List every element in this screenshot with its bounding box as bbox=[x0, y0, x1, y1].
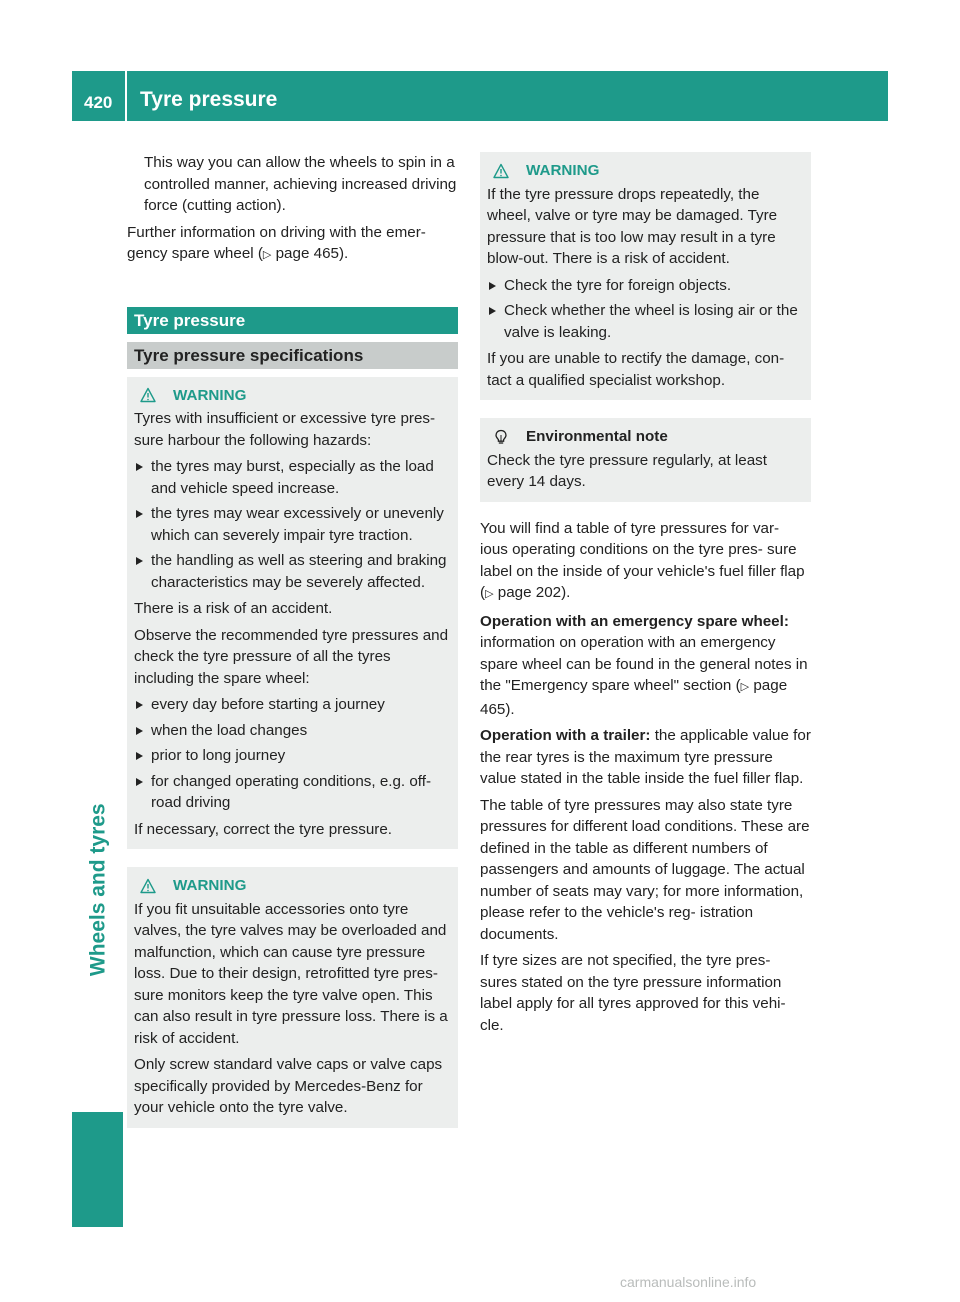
lightbulb-icon bbox=[493, 429, 509, 445]
environmental-note-text: Check the tyre pressure regularly, at least every 14 days. bbox=[487, 451, 767, 490]
side-tab-label: Wheels and tyres bbox=[86, 803, 110, 977]
page-number: 420 bbox=[84, 93, 113, 112]
right-column bbox=[480, 152, 811, 1041]
body-paragraph: You will find a table of tyre pressures for var- ious operating conditions on the tyre pres- sure label on the inside of your vehicle's fuel filler flap (▷ page 202). bbox=[480, 519, 805, 601]
list-item: for changed operating conditions, e.g. off- road driving bbox=[134, 771, 451, 814]
list-item: the tyres may wear excessively or unevenly which can severely impair tyre traction. bbox=[134, 503, 451, 546]
warning-text: If you fit unsuitable accessories onto tyre valves, the tyre valves may be overloaded and malfunction, which can cause tyre pressure loss. Due to their design, retrofitted tyre pres- sure monitors keep the tyre valve open. This can also result in tyre pressure loss. There is a risk of accident. bbox=[134, 900, 448, 1047]
warning-triangle-icon bbox=[493, 163, 509, 179]
warning-text: If the tyre pressure drops repeatedly, the wheel, valve or tyre may be damaged. Tyre pressure that is too low may result in a tyre blow-out. There is a risk of accident. bbox=[487, 185, 778, 267]
warning-triangle-icon bbox=[140, 878, 156, 894]
intro-text: Further information on driving with the emer- gency spare wheel (▷ page 465). bbox=[127, 223, 426, 262]
body-paragraph: The table of tyre pressures may also state tyre pressures for different load conditions. These are defined in the table as different numbers of passengers and amounts of luggage. The actual number of seats may vary; for more information, please refer to the vehicle's reg- istration documents. bbox=[480, 796, 810, 943]
list-item: every day before starting a journey bbox=[134, 694, 451, 716]
warning-title: WARNING bbox=[526, 162, 600, 179]
footer-watermark: carmanualsonline.info bbox=[620, 1274, 757, 1290]
header-divider bbox=[125, 71, 127, 121]
check-list bbox=[487, 275, 804, 344]
list-item: Check the tyre for foreign objects. bbox=[487, 275, 804, 297]
list-item: prior to long journey bbox=[134, 745, 451, 767]
warning-box-1 bbox=[127, 377, 458, 850]
page-ref-arrow-icon: ▷ bbox=[262, 249, 272, 261]
list-item: Check whether the wheel is losing air or the valve is leaking. bbox=[487, 300, 804, 343]
list-item: when the load changes bbox=[134, 720, 451, 742]
warning-text: Tyres with insufficient or excessive tyre pres- sure harbour the following hazards: bbox=[134, 410, 436, 449]
subsection-heading: Tyre pressure specifications bbox=[127, 342, 458, 369]
warning-text: Only screw standard valve caps or valve caps specifically provided by Mercedes-Benz for your vehicle onto the tyre valve. bbox=[134, 1056, 443, 1116]
warning-title: WARNING bbox=[173, 386, 247, 404]
body-paragraph: If tyre sizes are not specified, the tyre pres- sures stated on the tyre pressure information label apply for all tyres approved for this vehi- cle. bbox=[480, 952, 786, 1034]
header-title: Tyre pressure bbox=[140, 88, 278, 111]
body-paragraph: Operation with an emergency spare wheel: information on operation with an emergency spare wheel can be found in the general notes in the "Emergency spare wheel" section (▷ page 465). bbox=[480, 612, 808, 718]
page-header bbox=[72, 71, 888, 121]
warning-text: Observe the recommended tyre pressures and check the tyre pressure of all the tyres including the spare wheel: bbox=[134, 626, 449, 687]
warning-title: WARNING bbox=[173, 877, 247, 894]
warning-text: There is a risk of an accident. bbox=[134, 600, 333, 617]
warning-box-2 bbox=[127, 867, 458, 1128]
warning-box-3 bbox=[480, 152, 811, 400]
page-ref-arrow-icon: ▷ bbox=[740, 681, 750, 693]
environmental-note-title: Environmental note bbox=[526, 428, 668, 445]
intro-indented-text: This way you can allow the wheels to spin in a controlled manner, achieving increased driving force (cutting action). bbox=[144, 154, 457, 214]
warning-triangle-icon bbox=[140, 387, 156, 403]
left-column bbox=[127, 152, 458, 1128]
body-paragraph: Operation with a trailer: the applicable value for the rear tyres is the maximum tyre pressure value stated in the table inside the fuel filler flap. bbox=[480, 727, 811, 787]
environmental-note-box bbox=[480, 418, 811, 502]
list-item: the tyres may burst, especially as the load and vehicle speed increase. bbox=[134, 456, 451, 499]
warning-text: If necessary, correct the tyre pressure. bbox=[134, 820, 393, 838]
hazard-list bbox=[134, 456, 451, 593]
page-ref-arrow-icon: ▷ bbox=[485, 588, 494, 600]
side-tab-marker bbox=[72, 1112, 123, 1227]
warning-text: If you are unable to rectify the damage, con- tact a qualified specialist workshop. bbox=[487, 350, 785, 389]
check-list bbox=[134, 694, 451, 814]
list-item: the handling as well as steering and braking characteristics may be severely affected. bbox=[134, 550, 451, 593]
section-heading: Tyre pressure bbox=[127, 307, 458, 334]
